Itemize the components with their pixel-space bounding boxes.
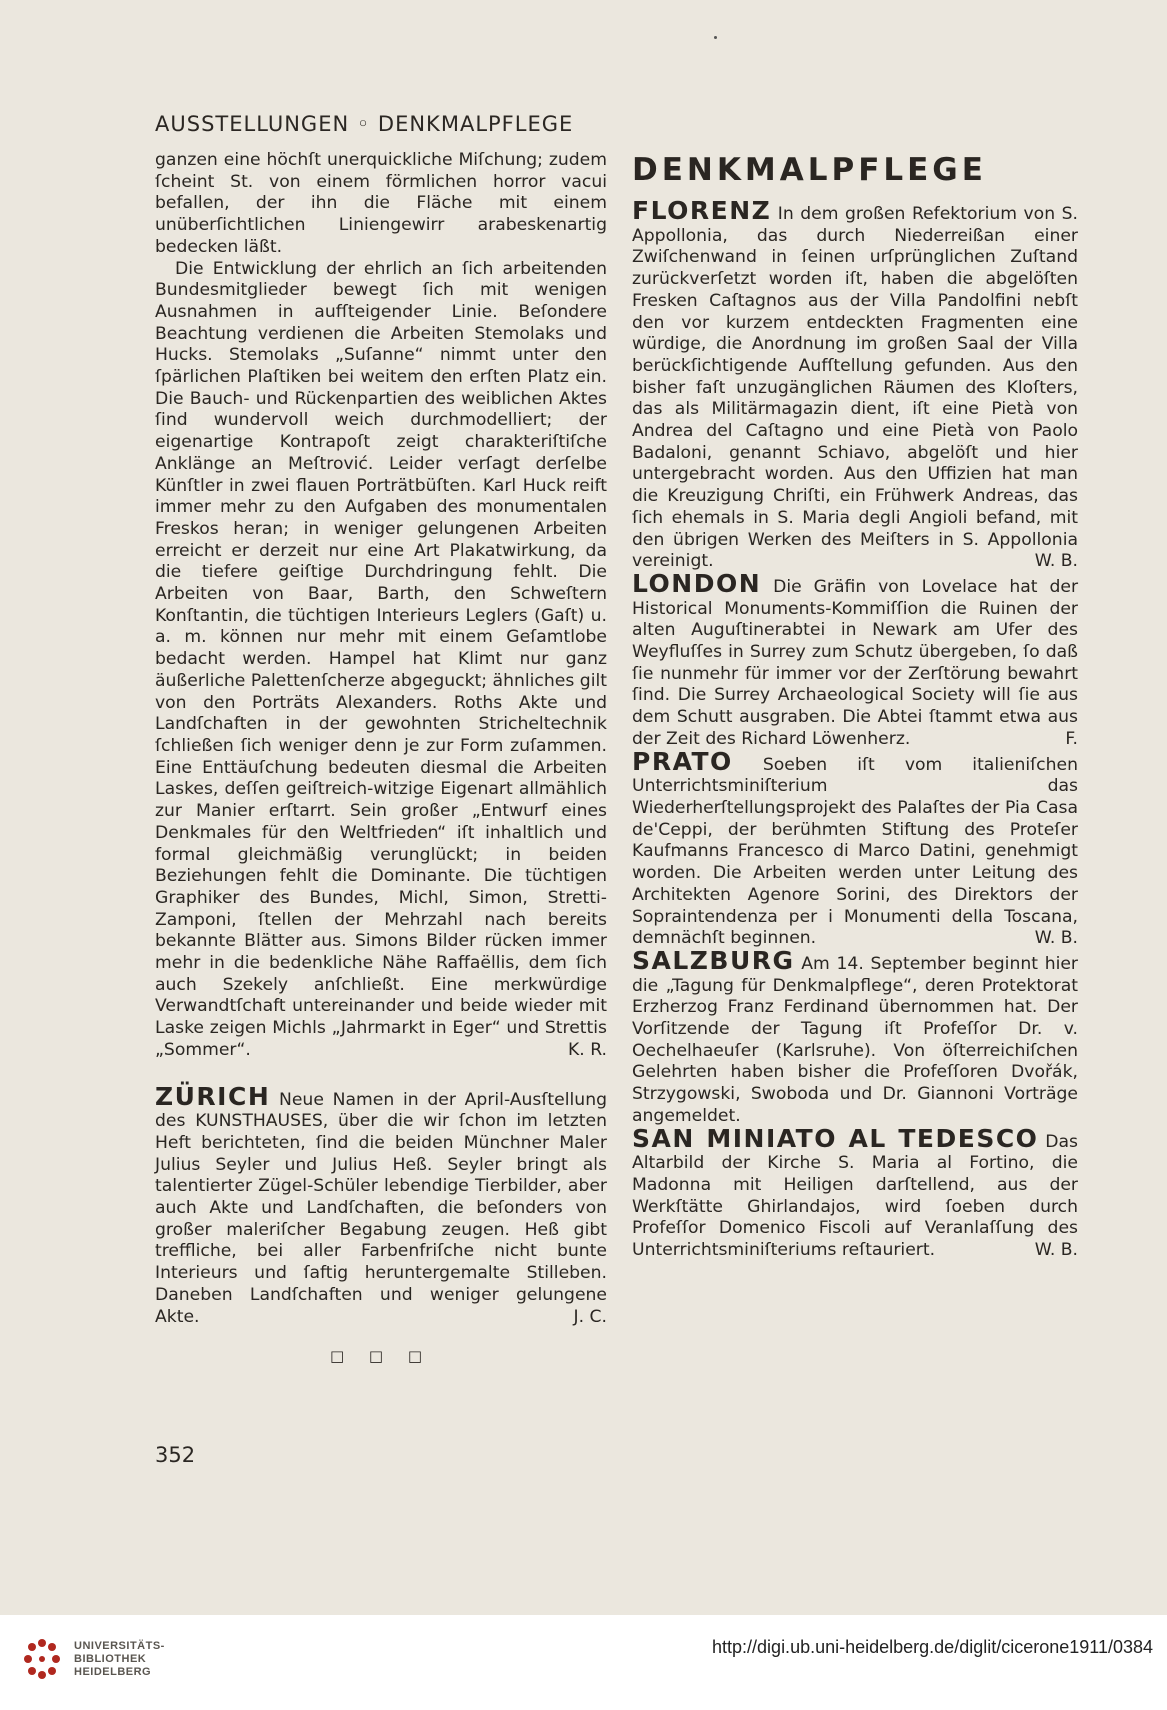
san-miniato-text: Das Altarbild der Kirche S. Maria al Fortino, die Madonna mit Heiligen darſtellend, aus der Werkſtätte Ghirlandajos, wird ſoeben durch Profeſſor Domenico Fiscoli auf Veranlaſſung des Unterrichtsminiſteriums reſtauriert. <box>632 1131 1078 1261</box>
san-miniato-signature: W. B. <box>1034 1240 1078 1261</box>
logo-line-1: UNIVERSITÄTS- <box>74 1639 165 1652</box>
denkmalpflege-title: DENKMALPFLEGE <box>632 152 987 188</box>
zurich-text: Neue Namen in der April-Ausſtellung des KUNSTHAUSES, über die wir ſchon im letzten Heft berichteten, ſind die beiden Münchner Maler Julius Seyler und Julius Heß. Seyler bringt als talentierter Zügel-Schüler lebendige Tierbilder, aber auch Akte und Landſchaften, die beſonders von großer maleriſcher Begabung zeugen. Heß gibt treffliche, bei aller Farbenfriſche nicht bunte Interieurs und ſaftig heruntergemalte Stilleben. Daneben Landſchaften und weniger gelungene Akte. <box>155 1089 607 1327</box>
florenz-text: In dem großen Refektorium von S. Appollonia, das durch Niederreißan einer Zwiſchenwand in ſeinen urſprünglichen Zuſtand zurückverſetzt worden iſt, haben die abgelöſten Fresken Caſtagnos aus der Villa Pandolfini nebſt den vor kurzem entdeckten Fragmenten eine würdige, die Anordnung im großen Saal der Villa berückſichtigende Aufſtellung gefunden. Aus den bisher faſt unzugänglichen Räumen des Kloſters, das als Militärmagazin dient, iſt eine Pietà von Andrea del Caſtagno und eine Pietà von Paolo Badaloni, genannt Schiavo, abgelöſt und hier untergebracht worden. Aus den Uffizien hat man die Kreuzigung Chriſti, ein Frühwerk Andreas, das ſich ehemals in S. Maria degli Angioli befand, mit den übrigen Werken des Meiſters in S. Appollonia vereinigt. <box>632 204 1078 572</box>
salzburg-heading: SALZBURG <box>632 945 795 975</box>
library-name <box>74 1640 165 1679</box>
library-logo[interactable] <box>20 1637 165 1681</box>
prato-signature: W. B. <box>1034 928 1078 949</box>
left-paragraph-2: Die Entwicklung der ehrlich an ſich arbeitenden Bundesmitglieder bewegt ſich mit wenigen Ausnahmen in aufſteigender Linie. Beſondere Beachtung verdienen die Arbeiten Stemolaks und Hucks. Stemolaks „Suſanne“ nimmt unter den ſpärlichen Plaſtiken bei weitem den erſten Platz ein. Die Bauch- und Rückenpartien des weiblichen Aktes ſind wundervoll weich durchmodelliert; der eigenartige Kontrapoſt zeigt charakteriſtiſche Anklänge an Meſtrović. Leider verſagt derſelbe Künſtler in zwei flauen Porträtbüſten. Karl Huck reift immer mehr zu den Aufgaben des monumentalen Freskos heran; in weniger gelungenen Arbeiten erreicht er derzeit nur eine Art Plakatwirkung, da die tiefere geiſtige Durchdringung fehlt. Die Arbeiten von Baar, Barth, den Schweſtern Konſtantin, die tüchtigen Interieurs Leglers (Gaſt) u. a. m. können nur mehr mit einem Geſamtlobe bedacht werden. Hampel hat Klimt nur ganz äußerliche Palettenſcherze abgeguckt; ähnliches gilt von den Porträts Alexanders. Roths Akte und Landſchaften in der gewohnten Stricheltechnik ſchließen ſich weniger denn je zur Form zuſammen. Eine Enttäuſchung bedeuten diesmal die Arbeiten Laskes, deſſen geiſtreich-witzige Eigenart allmählich zur Manier erſtarrt. Sein großer „Entwurf eines Denkmales für den Weltfrieden“ iſt inhaltlich und formal gleichmäßig verunglückt; in beiden Beziehungen fehlt die Dominante. Die tüchtigen Graphiker des Bundes, Michl, Simon, Stretti-Zamponi, ſtellen der Mehrzahl nach bereits bekannte Blätter aus. Simons Bilder rücken immer mehr in die bedenkliche Nähe Raffaëllis, dem ſich auch Szekely anſchließt. Eine merkwürdige Verwandtſchaft untereinander und beide wieder mit Laske zeigen Michls „Jahrmarkt in Eger“ und Strettis „Sommer“. <box>155 258 607 1060</box>
zurich-heading: ZÜRICH <box>155 1081 271 1111</box>
signature-jc: J. C. <box>573 1306 607 1327</box>
left-column <box>155 150 607 1368</box>
scan-speck <box>714 36 717 39</box>
ornament-boxes: □ □ □ <box>329 1347 433 1366</box>
left-paragraph-1: ganzen eine höchſt unerquickliche Miſchung; zudem ſcheint St. von einem förmlichen horror vacui befallen, der ihn die Fläche mit einem unüberſichtlichen Liniengewirr arabeskenartig bedecken läßt. <box>155 150 607 257</box>
section-london <box>632 568 1079 751</box>
london-heading: LONDON <box>632 568 762 598</box>
section-san-miniato <box>632 1123 1078 1262</box>
section-florenz <box>632 196 1078 573</box>
running-header: AUSSTELLUNGEN ◦ DENKMALPFLEGE <box>155 112 574 136</box>
source-url[interactable]: http://digi.ub.uni-heidelberg.de/diglit/cicerone1911/0384 <box>712 1637 1153 1657</box>
footer-bar <box>0 1615 1167 1710</box>
right-column <box>632 152 1078 1262</box>
salzburg-text: Am 14. September beginnt hier die „Tagung für Denkmalpflege“, deren Protektorat Erzherzog Franz Ferdinand übernommen hat. Der Vorſitzende der Tagung iſt Profeſſor Dr. v. Oechelhaeuſer (Karlsruhe). Von öſterreichiſchen Gelehrten haben bisher die Profeſſoren Dvořák, Strzygowski, Swoboda und Dr. Giannoni Vorträge angemeldet. <box>632 953 1078 1126</box>
london-signature: F. <box>1065 728 1078 749</box>
san-miniato-heading: SAN MINIATO AL TEDESCO <box>632 1123 1039 1153</box>
prato-text: Soeben iſt vom italieniſchen Unterrichtsminiſterium das Wiederherſtellungsprojekt des Palaſtes der Pia Casa de'Ceppi, der berühmten Stiftung des Proteſer Kaufmanns Francesco di Marco Datini, genehmigt worden. Die Arbeiten werden unter Leitung des Architekten Agenore Sorini, des Direktors der Sopraintendenza per i Monumenti della Toscana, demnächſt beginnen. <box>632 754 1078 949</box>
section-salzburg <box>632 945 1078 1128</box>
left-paragraph-2-wrap <box>155 259 607 1062</box>
florenz-signature: W. B. <box>1034 551 1078 572</box>
london-text: Die Gräfin von Lovelace hat der Historical Monuments-Kommiſſion die Ruinen der alten Auguſtinerabtei in Newark am Ufer des Weyfluſſes in Surrey zum Schutz übergeben, ſo daß ſie nunmehr für immer vor der Zerſtörung bewahrt ſind. Die Surrey Archaeological Society will ſie aus dem Schutt ausgraben. Die Abtei ſtammt etwa aus der Zeit des Richard Löwenherz. <box>632 576 1079 749</box>
section-prato <box>632 746 1078 950</box>
logo-line-3: HEIDELBERG <box>74 1665 152 1678</box>
signature-kr: K. R. <box>568 1039 607 1060</box>
logo-line-2: BIBLIOTHEK <box>74 1652 147 1665</box>
library-seal-icon <box>20 1637 64 1681</box>
prato-heading: PRATO <box>632 746 733 776</box>
page-number: 352 <box>155 1443 196 1467</box>
florenz-heading: FLORENZ <box>632 196 772 225</box>
zurich-section <box>155 1081 607 1329</box>
